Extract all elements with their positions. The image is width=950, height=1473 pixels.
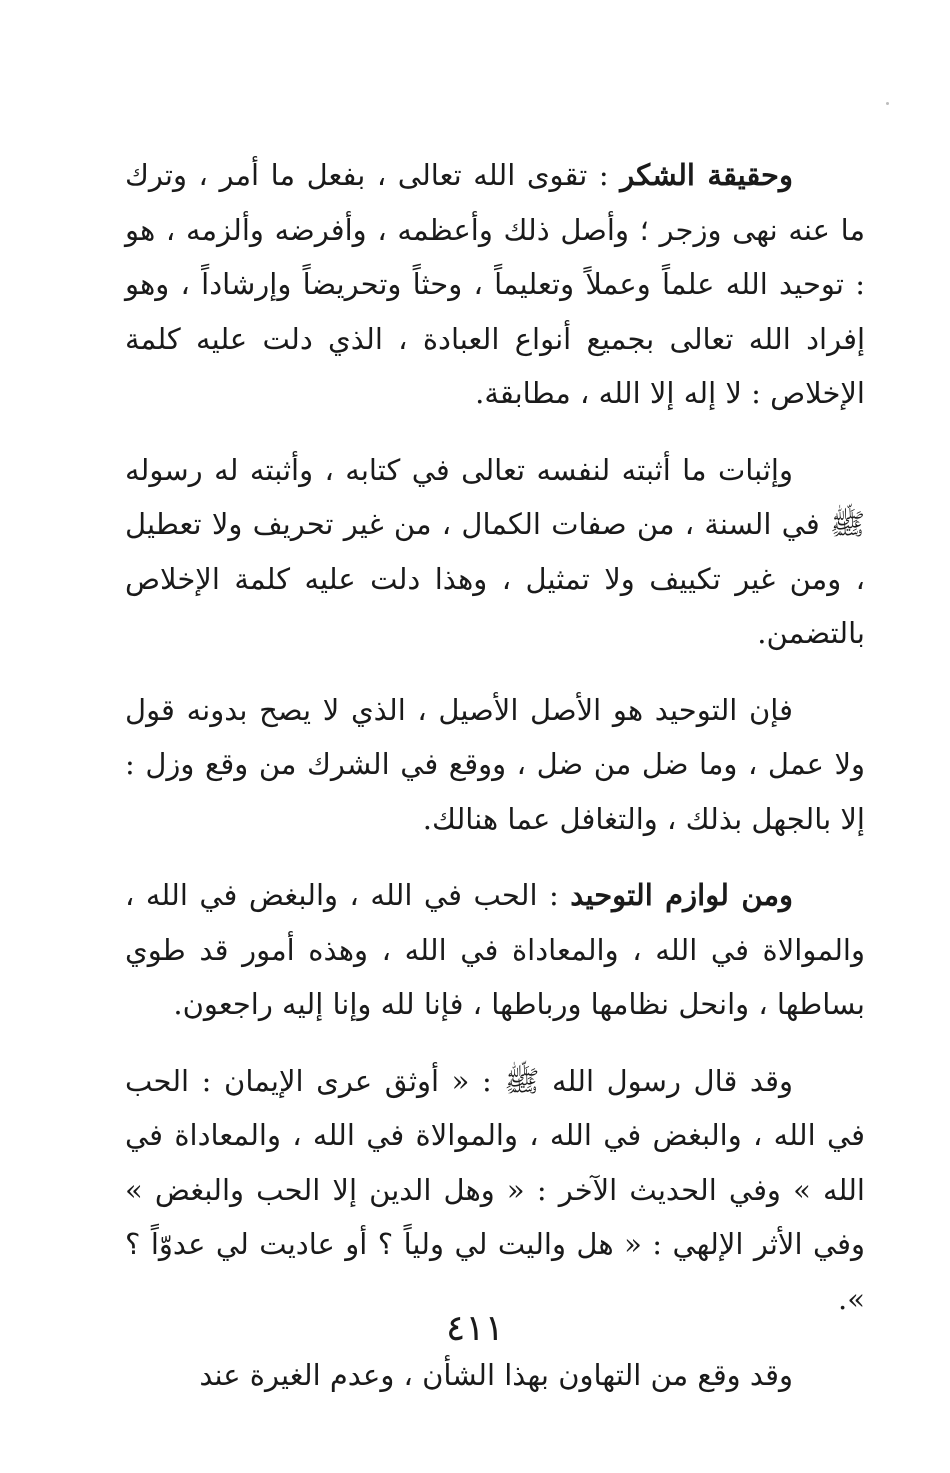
paragraph-hadith	[125, 1054, 865, 1327]
paragraph-lead: وحقيقة الشكر	[620, 158, 793, 192]
paragraph-gratitude	[125, 148, 865, 421]
paragraph-text: وقد قال رسول الله ﷺ : « أوثق عرى الإيمان : الحب في الله ، والبغض في الله ، والموالاة في الله ، والمعاداة في الله » وفي الحديث الآخر : « وهل الدين إلا الحب والبغض » وفي الأثر الإلهي : « هل واليت لي ولياً ؟ أو عاديت لي عدوّاً ؟ ».	[125, 1063, 865, 1316]
paragraph-lead: ومن لوازم التوحيد	[570, 878, 793, 912]
paragraph-continuation	[125, 1348, 865, 1403]
scan-speck	[886, 102, 889, 105]
page-body	[125, 148, 865, 1425]
paragraph-tawhid-root	[125, 683, 865, 847]
paragraph-text: وإثبات ما أثبته لنفسه تعالى في كتابه ، وأثبته له رسوله ﷺ في السنة ، من صفات الكمال ، من غير تحريف ولا تعطيل ، ومن غير تكييف ولا تمثيل ، وهذا دلت عليه كلمة الإخلاص بالتضمن.	[125, 452, 865, 650]
paragraph-text: : تقوى الله تعالى ، بفعل ما أمر ، وترك ما عنه نهى وزجر ؛ وأصل ذلك وأعظمه ، وأفرضه وألزمه ، هو : توحيد الله علماً وعملاً وتعليماً ، وحثاً وتحريضاً وإرشاداً ، وهو إفراد الله تعالى بجميع أنواع العبادة ، الذي دلت عليه كلمة الإخلاص : لا إله إلا الله ، مطابقة.	[125, 158, 865, 410]
paragraph-attributes	[125, 443, 865, 661]
page-number: ٤١١	[445, 1308, 504, 1349]
paragraph-text: : الحب في الله ، والبغض في الله ، والموالاة في الله ، والمعاداة في الله ، وهذه أمور قد طوي بساطها ، وانحل نظامها ورباطها ، فإنا لله وإنا إليه راجعون.	[125, 878, 865, 1021]
paragraph-text: فإن التوحيد هو الأصل الأصيل ، الذي لا يصح بدونه قول ولا عمل ، وما ضل من ضل ، ووقع في الشرك من وقع وزل : إلا بالجهل بذلك ، والتغافل عما هنالك.	[125, 692, 865, 836]
paragraph-tawhid-requirements	[125, 868, 865, 1032]
paragraph-text: وقد وقع من التهاون بهذا الشأن ، وعدم الغيرة عند	[199, 1358, 793, 1392]
